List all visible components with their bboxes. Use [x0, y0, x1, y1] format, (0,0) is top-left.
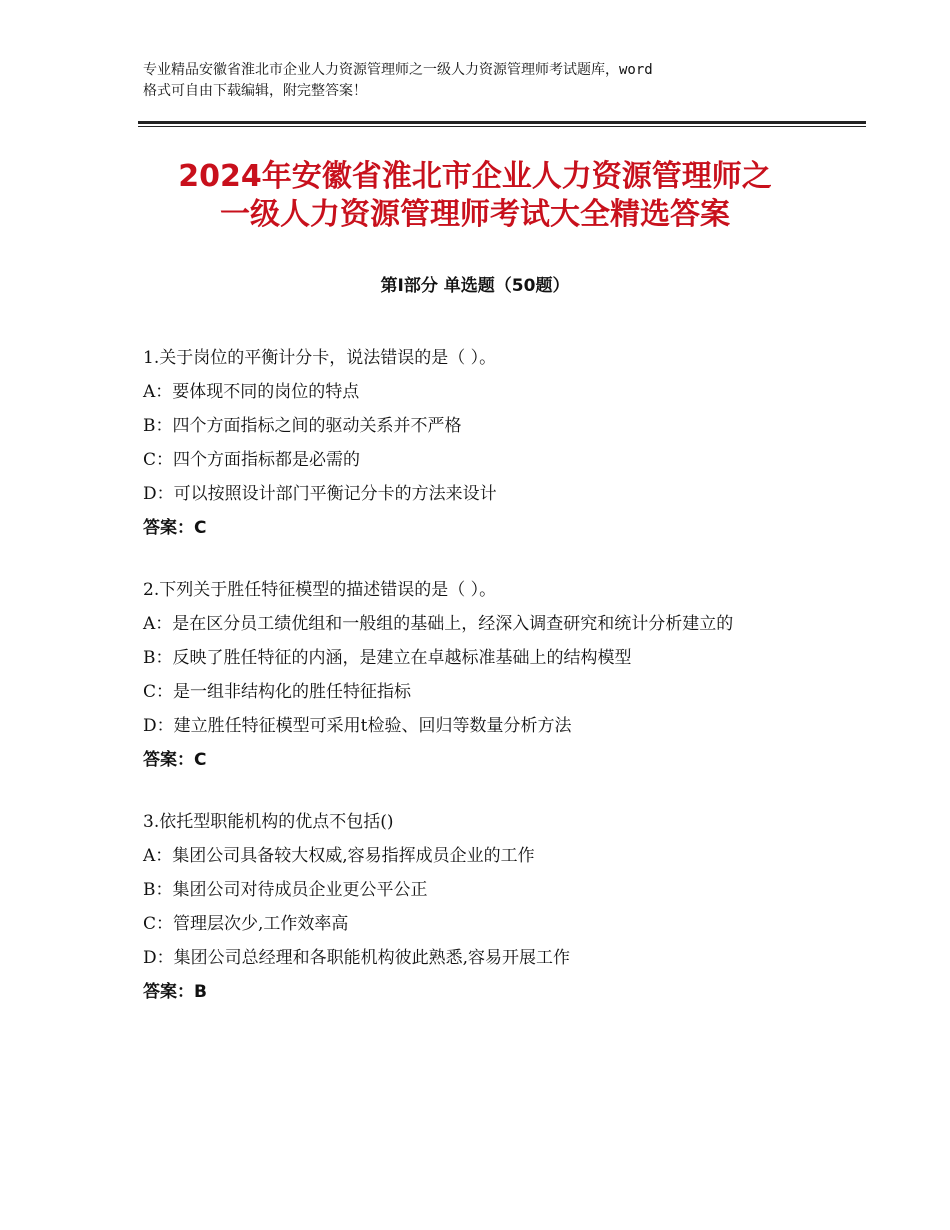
- answer-label: 答案：C: [143, 518, 207, 538]
- option-a: A：是在区分员工绩优组和一般组的基础上，经深入调查研究和统计分析建立的: [143, 614, 734, 634]
- document-title-line-2: 一级人力资源管理师考试大全精选答案: [220, 197, 730, 232]
- document-title: [120, 158, 830, 234]
- option-b: B：四个方面指标之间的驱动关系并不严格: [143, 416, 462, 436]
- header-note: [143, 60, 823, 102]
- option-b: B：集团公司对待成员企业更公平公正: [143, 880, 428, 900]
- question-3: [143, 805, 823, 1009]
- option-c: C：四个方面指标都是必需的: [143, 450, 361, 470]
- question-2: [143, 573, 823, 777]
- question-stem: 2.下列关于胜任特征模型的描述错误的是（ ）。: [143, 580, 497, 600]
- header-note-line-1: 专业精品安徽省淮北市企业人力资源管理师之一级人力资源管理师考试题库，word: [143, 62, 653, 78]
- question-list: [143, 341, 823, 1037]
- header-note-line-2: 格式可自由下载编辑，附完整答案！: [143, 83, 367, 99]
- option-c: C：是一组非结构化的胜任特征指标: [143, 682, 412, 702]
- option-d: D：集团公司总经理和各职能机构彼此熟悉,容易开展工作: [143, 948, 571, 968]
- question-stem: 1.关于岗位的平衡计分卡，说法错误的是（ ）。: [143, 348, 497, 368]
- answer-label: 答案：B: [143, 982, 207, 1002]
- answer-label: 答案：C: [143, 750, 207, 770]
- header-divider-thin: [138, 126, 866, 127]
- option-c: C：管理层次少,工作效率高: [143, 914, 349, 934]
- option-b: B：反映了胜任特征的内涵，是建立在卓越标准基础上的结构模型: [143, 648, 632, 668]
- header-divider-thick: [138, 121, 866, 124]
- option-d: D：建立胜任特征模型可采用t检验、回归等数量分析方法: [143, 716, 572, 736]
- option-d: D：可以按照设计部门平衡记分卡的方法来设计: [143, 484, 497, 504]
- question-stem: 3.依托型职能机构的优点不包括(): [143, 812, 394, 832]
- option-a: A：集团公司具备较大权威,容易指挥成员企业的工作: [143, 846, 535, 866]
- question-1: [143, 341, 823, 545]
- option-a: A：要体现不同的岗位的特点: [143, 382, 360, 402]
- document-title-line-1: 2024年安徽省淮北市企业人力资源管理师之: [178, 159, 772, 194]
- section-title: 第Ⅰ部分 单选题（50题）: [380, 276, 570, 296]
